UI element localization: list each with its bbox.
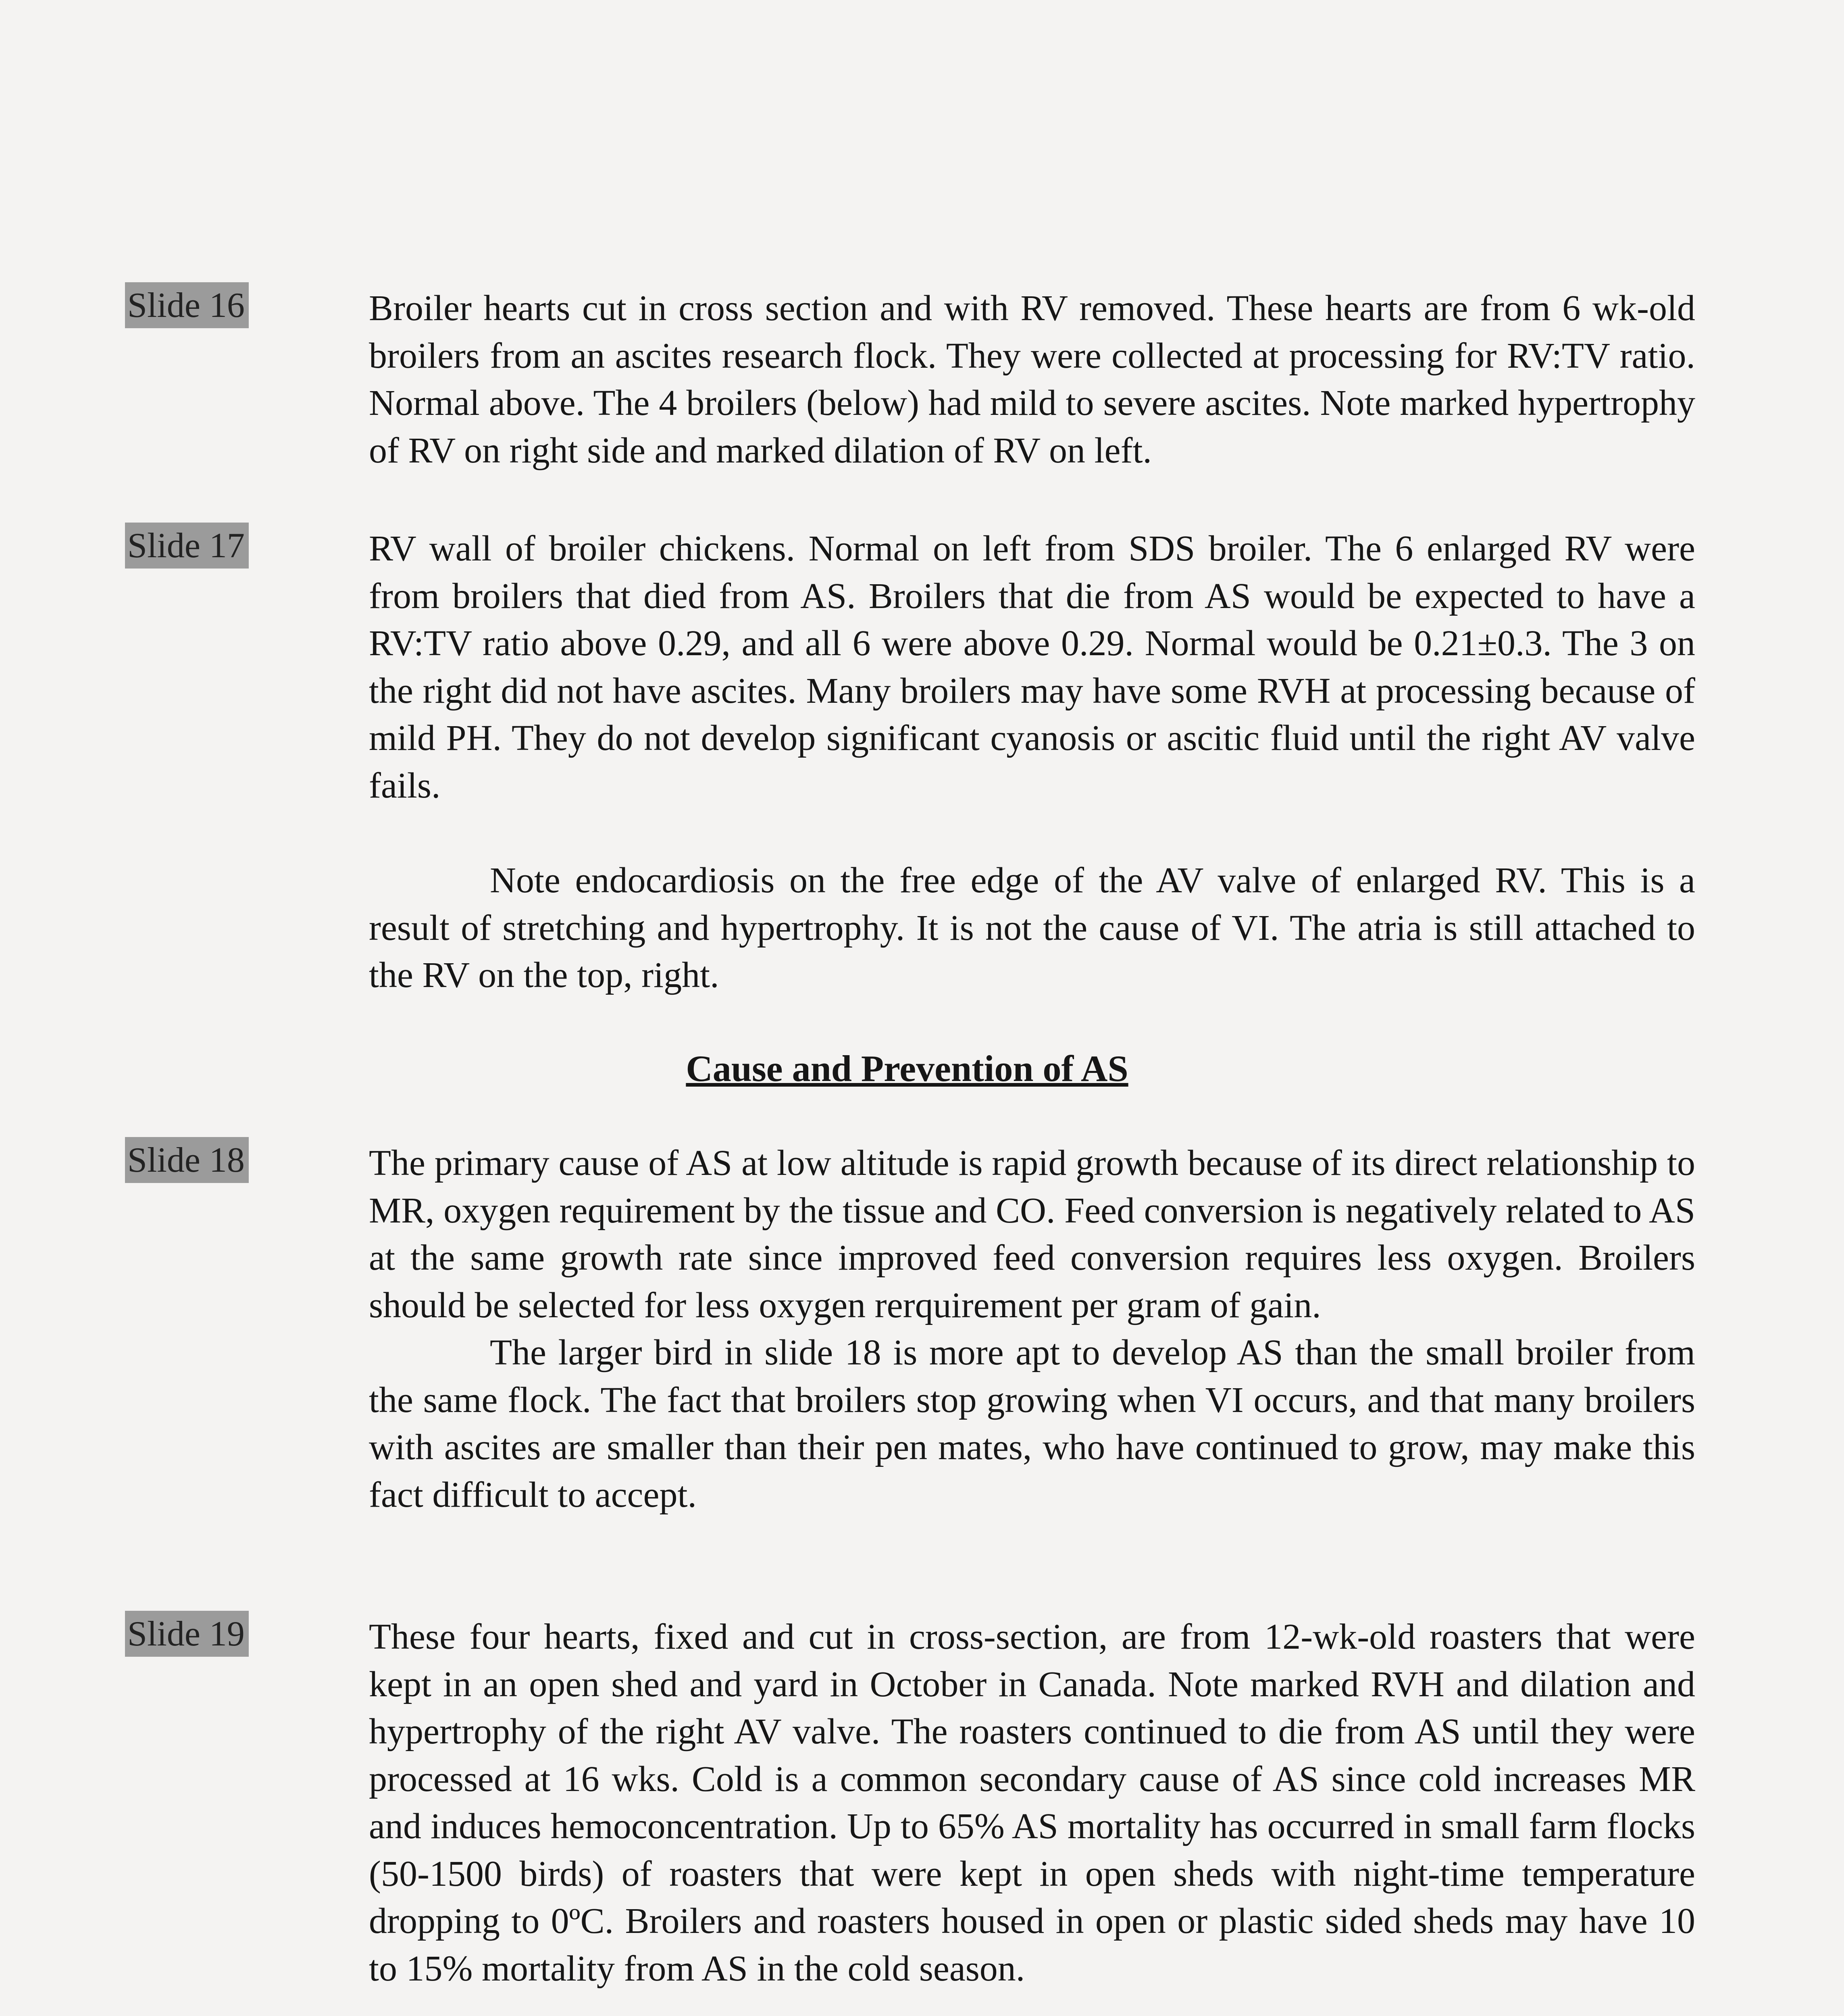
slide-16-text xyxy=(369,285,1695,474)
slide-19-label: Slide 19 xyxy=(125,1611,249,1657)
paragraph: The larger bird in slide 18 is more apt to develop AS than the small broiler from the same flock. The fact that broilers stop growing when VI occurs, and that many broilers with ascites are smaller than their pen mates, who have continued to grow, may make this fact difficult to accept. xyxy=(369,1333,1695,1515)
section-heading: Cause and Prevention of AS xyxy=(686,1048,1128,1089)
slide-18-text xyxy=(369,1139,1695,1518)
paragraph: Broiler hearts cut in cross section and with RV removed. These hearts are from 6 wk-old broilers from an ascites research flock. They were collected at processing for RV:TV ratio. Normal above. The 4 broilers (below) had mild to severe ascites. Note marked hypertrophy of RV on right side and marked dilation of RV on left. xyxy=(369,288,1695,471)
slide-17-text xyxy=(369,525,1695,999)
slide-19-text xyxy=(369,1613,1695,1992)
paragraph: The primary cause of AS at low altitude is rapid growth because of its direct relationship to MR, oxygen requirement by the tissue and CO. Feed conversion is negatively related to AS at the same growth rate since improved feed conversion requires less oxygen. Broilers should be selected for less oxygen rerquirement per gram of gain. xyxy=(369,1143,1695,1325)
slide-18-label: Slide 18 xyxy=(125,1137,249,1183)
paragraph: RV wall of broiler chickens. Normal on left from SDS broiler. The 6 enlarged RV were from broilers that died from AS. Broilers that die from AS would be expected to have a RV:TV ratio above 0.29, and all 6 were above 0.29. Normal would be 0.21±0.3. The 3 on the right did not have ascites. Many broilers may have some RVH at processing because of mild PH. They do not develop significant cyanosis or ascitic fluid until the right AV valve fails. xyxy=(369,529,1695,806)
slide-16-label: Slide 16 xyxy=(125,282,249,328)
slide-17-label: Slide 17 xyxy=(125,523,249,569)
paragraph: These four hearts, fixed and cut in cross-section, are from 12-wk-old roasters that were kept in an open shed and yard in October in Canada. Note marked RVH and dilation and hypertrophy of the right AV valve. The roasters continued to die from AS until they were processed at 16 wks. Cold is a common secondary cause of AS since cold increases MR and induces hemoconcentration. Up to 65% AS mortality has occurred in small farm flocks (50-1500 birds) of roasters that were kept in open sheds with night-time temperature dropping to 0ºC. Broilers and roasters housed in open or plastic sided sheds may have 10 to 15% mortality from AS in the cold season. xyxy=(369,1617,1695,1989)
paragraph: Note endocardiosis on the free edge of the AV valve of enlarged RV. This is a result of stretching and hypertrophy. It is not the cause of VI. The atria is still attached to the RV on the top, right. xyxy=(369,860,1695,995)
